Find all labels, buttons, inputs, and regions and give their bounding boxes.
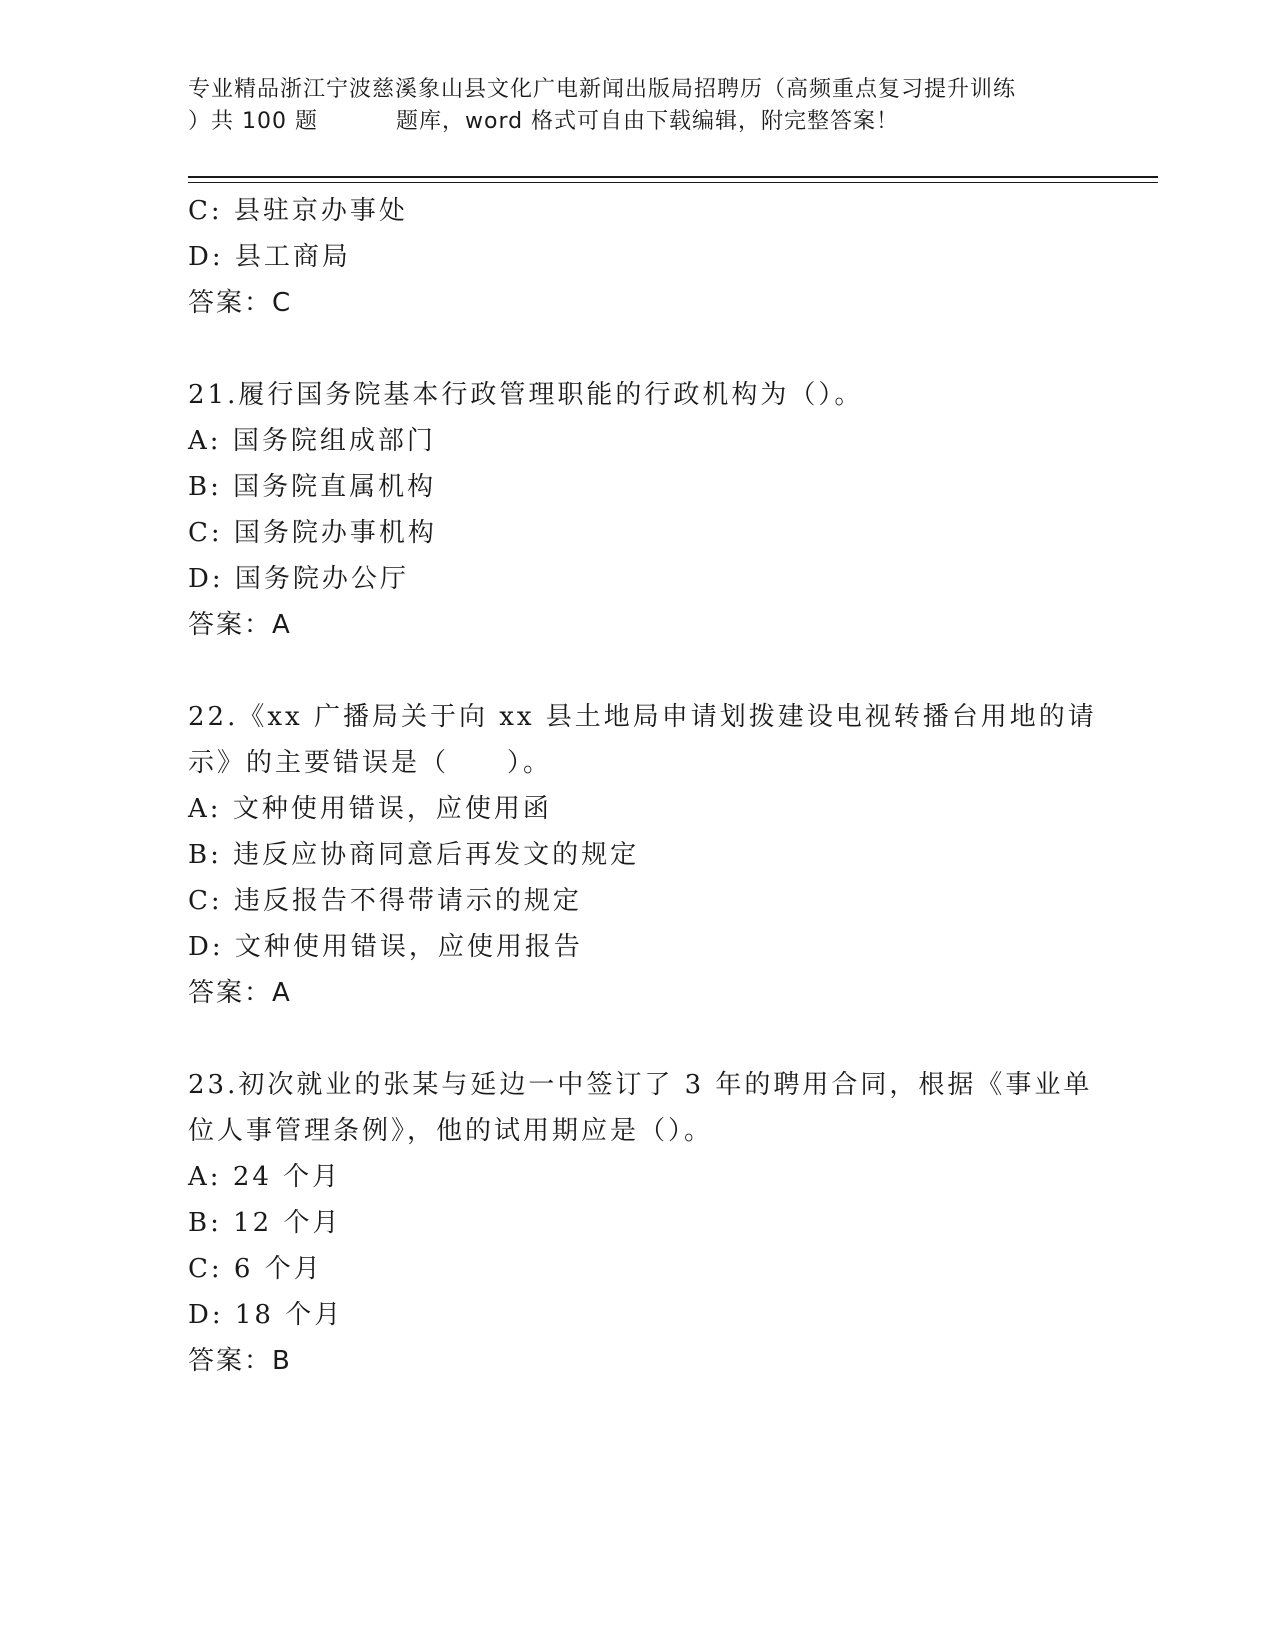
option-text: 国务院组成部门 (232, 426, 436, 456)
option-b (188, 1200, 1088, 1246)
page-header (188, 74, 1088, 138)
option-text: 国务院办公厅 (234, 564, 409, 594)
option-letter: D: (188, 242, 224, 272)
option-letter: B: (188, 840, 222, 870)
option-text: 县驻京办事处 (233, 196, 408, 226)
option-b (188, 464, 1088, 510)
option-text: 18 个月 (234, 1300, 344, 1330)
option-a (188, 1154, 1088, 1200)
option-d (188, 556, 1088, 602)
option-a (188, 786, 1088, 832)
answer-line (188, 970, 1088, 1016)
answer-label: 答案： (188, 978, 273, 1008)
option-text: 国务院办事机构 (233, 518, 437, 548)
header-line-2-part-b: 题库，word 格式可自由下载编辑，附完整答案！ (395, 109, 900, 134)
question-stem: 21.履行国务院基本行政管理职能的行政机构为（）。 (188, 380, 864, 410)
option-c (188, 188, 1088, 234)
prev-question-tail (188, 188, 1088, 326)
option-letter: D: (188, 932, 224, 962)
option-d (188, 234, 1088, 280)
question-22 (188, 694, 1097, 1016)
option-c (188, 1246, 1088, 1292)
option-letter: C: (188, 886, 223, 916)
option-text: 24 个月 (232, 1162, 342, 1192)
option-letter: B: (188, 472, 222, 502)
option-letter: D: (188, 564, 224, 594)
option-d (188, 924, 1088, 970)
header-line-2-part-a: ）共 100 题 (188, 109, 318, 134)
question-21 (188, 372, 1088, 648)
option-letter: D: (188, 1300, 224, 1330)
question-stem-cont: 示》的主要错误是（ ）。 (188, 748, 553, 778)
option-text: 6 个月 (233, 1254, 323, 1284)
option-letter: C: (188, 196, 223, 226)
option-letter: A: (188, 794, 222, 824)
option-letter: C: (188, 518, 223, 548)
header-rule-thin (188, 182, 1158, 183)
answer-line (188, 602, 1088, 648)
answer-line (188, 1338, 1088, 1384)
option-text: 文种使用错误，应使用报告 (234, 932, 583, 962)
option-text: 违反报告不得带请示的规定 (233, 886, 582, 916)
option-d (188, 1292, 1088, 1338)
question-23 (188, 1062, 1093, 1384)
option-text: 文种使用错误，应使用函 (232, 794, 552, 824)
option-b (188, 832, 1088, 878)
option-c (188, 878, 1088, 924)
question-stem-cont: 位人事管理条例》，他的试用期应是（）。 (188, 1116, 714, 1146)
option-letter: C: (188, 1254, 223, 1284)
question-stem: 23.初次就业的张某与延边一中签订了 3 年的聘用合同，根据《事业单 (188, 1070, 1093, 1100)
option-a (188, 418, 1088, 464)
answer-value: A (272, 978, 292, 1008)
header-rule-thick (188, 176, 1158, 178)
answer-label: 答案： (188, 1346, 273, 1376)
option-letter: B: (188, 1208, 222, 1238)
header-line-2 (188, 106, 1088, 138)
question-list (188, 188, 1097, 1384)
answer-value: A (272, 610, 292, 640)
answer-line (188, 280, 1088, 326)
option-text: 县工商局 (234, 242, 351, 272)
option-letter: A: (188, 426, 222, 456)
question-stem: 22.《xx 广播局关于向 xx 县土地局申请划拨建设电视转播台用地的请 (188, 702, 1097, 732)
answer-label: 答案： (188, 288, 273, 318)
header-line-1: 专业精品浙江宁波慈溪象山县文化广电新闻出版局招聘历（高频重点复习提升训练 (188, 77, 1017, 102)
option-text: 12 个月 (233, 1208, 342, 1238)
option-text: 国务院直属机构 (233, 472, 437, 502)
answer-value: C (272, 288, 293, 318)
option-text: 违反应协商同意后再发文的规定 (233, 840, 640, 870)
option-c (188, 510, 1088, 556)
answer-label: 答案： (188, 610, 273, 640)
answer-value: B (272, 1346, 292, 1376)
option-letter: A: (188, 1162, 222, 1192)
